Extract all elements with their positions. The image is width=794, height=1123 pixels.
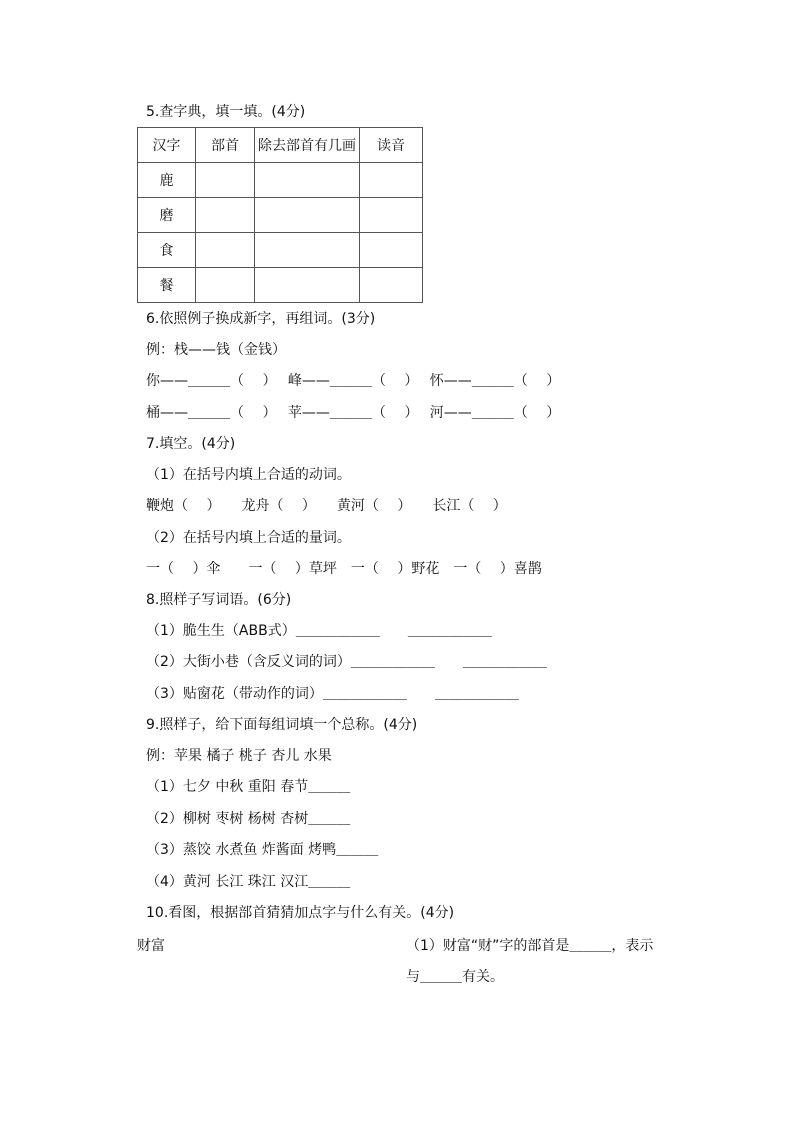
q7-sub-2: （2）在括号内填上合适的量词。	[146, 530, 351, 546]
q8-item-3: （3）贴窗花（带动作的词）＿＿＿＿＿＿ ＿＿＿＿＿＿	[146, 686, 519, 702]
q6-line-1: 你——＿＿＿（ ） 峰——＿＿＿（ ） 怀——＿＿＿（ ）	[146, 373, 561, 389]
header-cell: 除去部首有几画	[255, 128, 360, 163]
q8-title: 8.照样子写词语。(6分)	[146, 592, 292, 608]
q10-line-2: 与＿＿＿有关。	[406, 969, 504, 985]
q7-line-2: 一（ ）伞 一（ ）草坪 一（ ）野花 一（ ）喜鹊	[146, 561, 542, 577]
answer-cell[interactable]	[360, 198, 423, 233]
char-cell: 磨	[138, 198, 196, 233]
q6-line-2: 桶——＿＿＿（ ） 苹——＿＿＿（ ） 河——＿＿＿（ ）	[146, 405, 561, 421]
answer-cell[interactable]	[196, 198, 255, 233]
answer-cell[interactable]	[196, 268, 255, 303]
q9-title: 9.照样子，给下面每组词填一个总称。(4分)	[146, 717, 418, 733]
q9-item-3: （3）蒸饺 水煮鱼 炸酱面 烤鸭＿＿＿	[146, 842, 379, 858]
q7-title: 7.填空。(4分)	[146, 436, 236, 452]
q9-example: 例：苹果 橘子 桃子 杏儿 水果	[146, 748, 332, 764]
q6-example: 例：栈——钱（金钱）	[146, 342, 286, 358]
table-row	[138, 163, 423, 198]
q9-item-4: （4）黄河 长江 珠江 汉江＿＿＿	[146, 874, 351, 890]
q10-word: 财富	[137, 938, 165, 954]
answer-cell[interactable]	[255, 268, 360, 303]
table-row	[138, 198, 423, 233]
char-cell: 鹿	[138, 163, 196, 198]
q6-title: 6.依照例子换成新字，再组词。(3分)	[146, 311, 376, 327]
table-header-row	[138, 128, 423, 163]
answer-cell[interactable]	[360, 233, 423, 268]
q7-line-1: 鞭炮（ ） 龙舟（ ） 黄河（ ） 长江（ ）	[146, 498, 507, 514]
answer-cell[interactable]	[255, 233, 360, 268]
header-cell: 汉字	[138, 128, 196, 163]
q9-item-1: （1）七夕 中秋 重阳 春节＿＿＿	[146, 779, 351, 795]
header-cell: 部首	[196, 128, 255, 163]
char-cell: 餐	[138, 268, 196, 303]
q8-item-2: （2）大街小巷（含反义词的词）＿＿＿＿＿＿ ＿＿＿＿＿＿	[146, 654, 547, 670]
header-cell: 读音	[360, 128, 423, 163]
answer-cell[interactable]	[255, 198, 360, 233]
answer-cell[interactable]	[360, 268, 423, 303]
answer-cell[interactable]	[255, 163, 360, 198]
answer-cell[interactable]	[196, 163, 255, 198]
char-cell: 食	[138, 233, 196, 268]
answer-cell[interactable]	[360, 163, 423, 198]
dictionary-table	[137, 127, 423, 303]
q9-item-2: （2）柳树 枣树 杨树 杏树＿＿＿	[146, 811, 351, 827]
table-row	[138, 233, 423, 268]
q5-title: 5.查字典，填一填。(4分)	[146, 104, 306, 120]
table-row	[138, 268, 423, 303]
q7-sub-1: （1）在括号内填上合适的动词。	[146, 467, 351, 483]
answer-cell[interactable]	[196, 233, 255, 268]
q8-item-1: （1）脆生生（ABB式）＿＿＿＿＿＿ ＿＿＿＿＿＿	[146, 623, 492, 639]
q10-line-1: （1）财富“财”字的部首是＿＿＿，表示	[406, 938, 654, 954]
q10-title: 10.看图，根据部首猜猜加点字与什么有关。(4分)	[146, 905, 455, 921]
